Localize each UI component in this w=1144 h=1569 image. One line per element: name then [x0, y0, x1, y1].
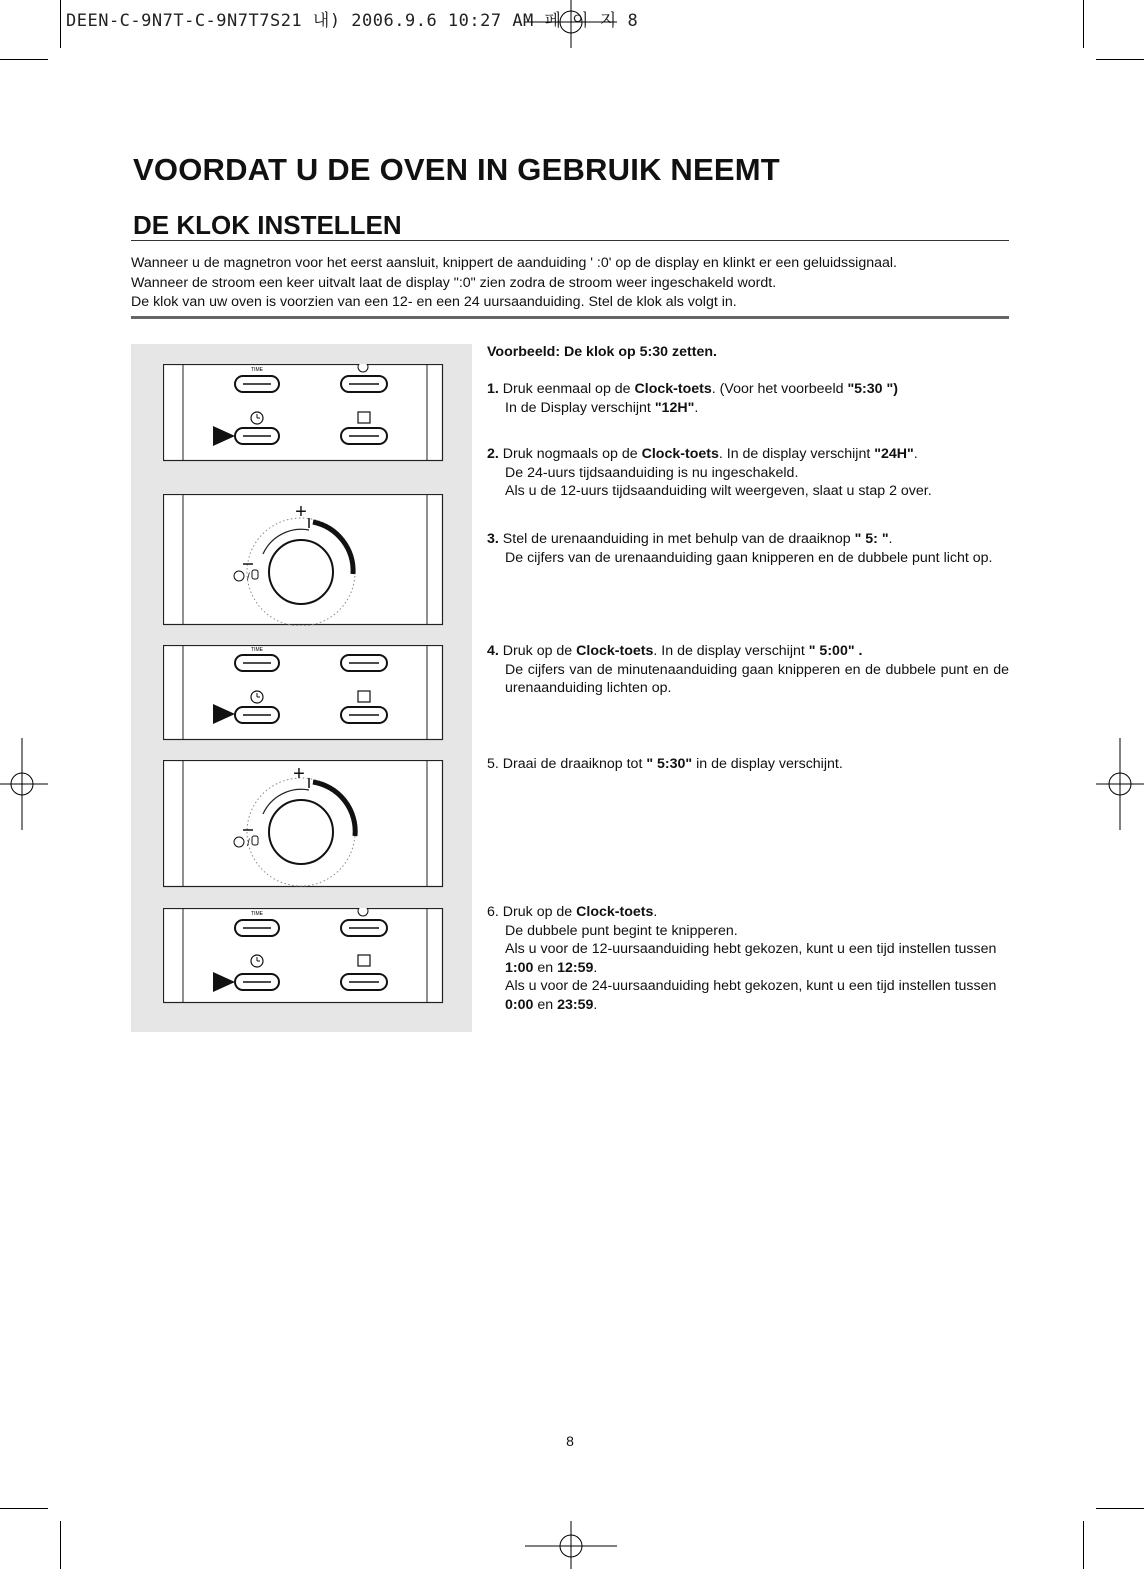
step-key: Clock-toets [641, 446, 719, 462]
dial-illustration [163, 494, 444, 626]
example-heading: Voorbeeld: De klok op 5:30 zetten. [487, 344, 717, 360]
step-number: 6. [487, 904, 499, 920]
svg-text:+: + [293, 763, 305, 785]
page-number: 8 [566, 1433, 574, 1449]
step-value: " 5:30" [646, 756, 693, 772]
step-text: . In de display verschijnt [718, 446, 875, 462]
crop-mark [60, 1521, 61, 1569]
step-text: en [533, 996, 558, 1013]
step-5 [487, 755, 1009, 774]
registration-mark-icon [525, 1521, 617, 1569]
step-6 [487, 903, 1009, 1014]
step-text: . (Voor het voorbeeld [711, 381, 848, 397]
crop-mark [60, 0, 61, 48]
step-text: Als u voor de 12-uursaanduiding hebt gekozen, kunt u een tijd instellen tussen [505, 941, 997, 957]
step-key: Clock-toets [576, 643, 654, 659]
step-2 [487, 445, 1009, 501]
step-text: . [694, 399, 699, 416]
step-value: " 5: " [854, 531, 889, 547]
step-number: 5. [487, 756, 499, 772]
step-value: "5:30 ") [847, 381, 898, 397]
intro-line: Wanneer de stroom een keer uitvalt laat de display ":0" zien zodra de stroom weer ingeschakeld wordt. [131, 274, 777, 291]
divider [131, 240, 1009, 241]
intro-line: Wanneer u de magnetron voor het eerst aansluit, knippert de aanduiding ' :0' op de display en klinkt er een geluidssignaal. [131, 255, 897, 271]
crop-mark [1096, 59, 1144, 60]
registration-mark-icon [0, 738, 48, 830]
step-text: in de display verschijnt. [692, 756, 843, 772]
step-value: "24H" [874, 446, 914, 462]
step-text: en [533, 959, 558, 976]
step-1 [487, 380, 1009, 417]
step-text: . [913, 446, 918, 462]
step-3 [487, 530, 1009, 567]
step-text: Als u voor de 24-uursaanduiding hebt gekozen, kunt u een tijd instellen tussen [505, 978, 997, 994]
control-panel-illustration [163, 364, 444, 462]
step-number: 1. [487, 381, 499, 397]
step-text: . [888, 531, 893, 547]
registration-mark-icon [525, 0, 617, 48]
step-value: 23:59 [557, 996, 594, 1013]
step-value: 1:00 [505, 959, 534, 976]
step-text: De dubbele punt begint te knipperen. [505, 922, 738, 939]
svg-text:/: / [247, 572, 250, 583]
step-text: Druk eenmaal op de [502, 381, 635, 397]
registration-mark-icon [1096, 738, 1144, 830]
crop-mark [1096, 1508, 1144, 1509]
crop-mark [0, 59, 48, 60]
divider [131, 316, 1009, 319]
step-text: Druk op de [502, 643, 577, 659]
step-text: In de Display verschijnt [505, 399, 655, 416]
step-number: 4. [487, 643, 499, 659]
step-value: " 5:00" . [808, 643, 863, 659]
dial-illustration [163, 760, 444, 888]
step-value: 0:00 [505, 996, 534, 1013]
control-panel-illustration [163, 645, 444, 741]
step-4 [487, 642, 1009, 698]
step-text: De 24-uurs tijdsaanduiding is nu ingeschakeld. [505, 464, 799, 481]
step-text: Als u de 12-uurs tijdsaanduiding wilt weergeven, slaat u stap 2 over. [505, 483, 932, 499]
step-text: . [593, 959, 598, 976]
step-text: . [593, 996, 598, 1013]
step-number: 3. [487, 531, 499, 547]
step-text: Draai de draaiknop tot [502, 756, 647, 772]
page-title: VOORDAT U DE OVEN IN GEBRUIK NEEMT [133, 152, 780, 187]
step-text: Stel de urenaanduiding in met behulp van de draaiknop [502, 531, 855, 547]
step-key: Clock-toets [576, 904, 654, 920]
step-key: Clock-toets [634, 381, 712, 397]
time-label: TIME [251, 911, 263, 917]
time-label: TIME [251, 367, 263, 373]
section-title: DE KLOK INSTELLEN [133, 210, 402, 240]
control-panel-illustration [163, 908, 444, 1004]
step-number: 2. [487, 446, 499, 462]
step-text: Druk op de [502, 904, 577, 920]
step-text: . In de display verschijnt [653, 643, 809, 659]
intro-line: De klok van uw oven is voorzien van een 12- en een 24 uursaanduiding. Stel de klok als volgt in. [131, 294, 737, 310]
step-text: De cijfers van de minutenaanduiding gaan knipperen en de dubbele punt en de urenaanduiding lichten op. [505, 661, 1009, 696]
step-text: Druk nogmaals op de [502, 446, 642, 462]
svg-text:+: + [295, 501, 307, 523]
step-value: 12:59 [557, 959, 594, 976]
crop-mark [1083, 1521, 1084, 1569]
step-text: . [653, 904, 658, 920]
step-value: "12H" [654, 399, 695, 416]
printer-header: DEEN-C-9N7T-C-9N7T7S21 내) 2006.9.6 10:27 AM 페 이 지 8 [66, 11, 639, 31]
intro-text [131, 254, 1021, 313]
crop-mark [0, 1508, 48, 1509]
step-text: De cijfers van de urenaanduiding gaan knipperen en de dubbele punt licht op. [505, 549, 993, 566]
svg-text:/: / [247, 838, 250, 849]
crop-mark [1083, 0, 1084, 48]
time-label: TIME [251, 647, 263, 653]
